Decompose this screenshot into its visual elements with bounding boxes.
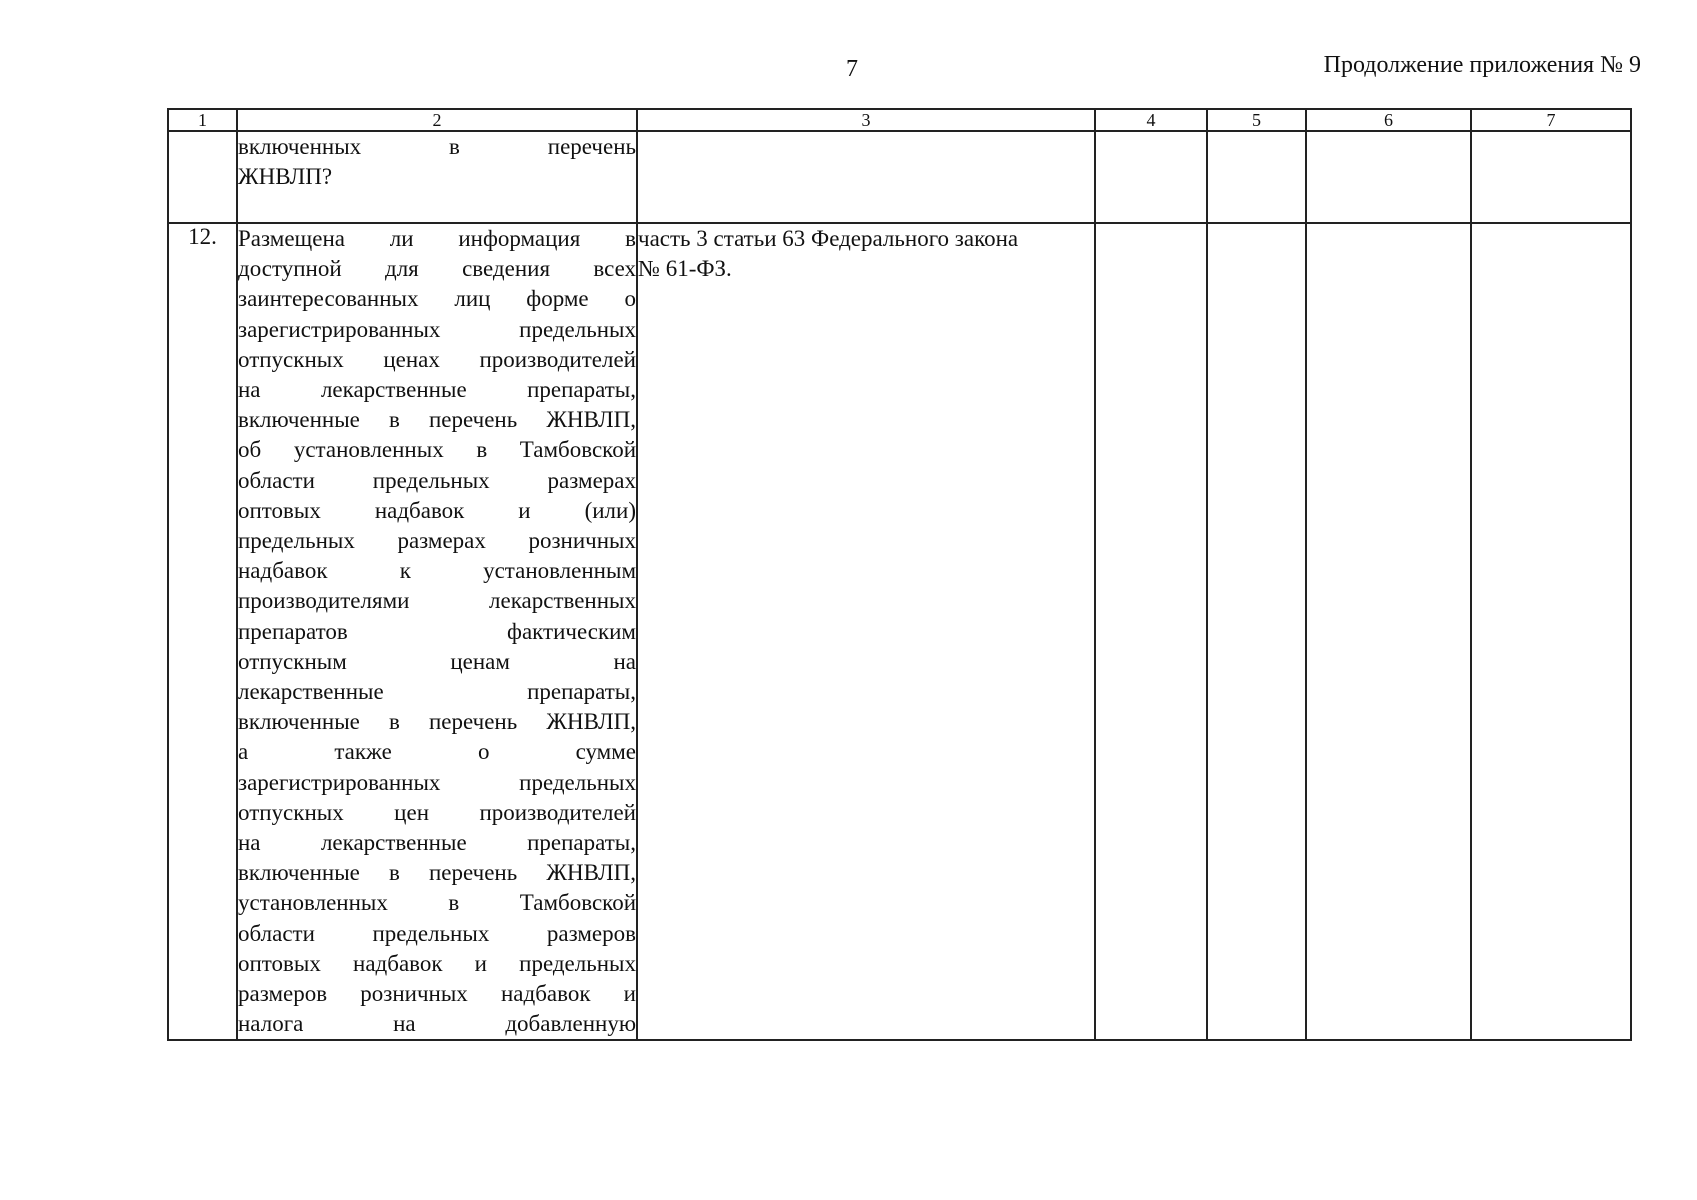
column-header-1: 1	[168, 109, 237, 131]
question-line: отпускных цен производителей	[238, 799, 636, 825]
question-line: производителями лекарственных	[238, 588, 636, 614]
inspection-checklist-table	[167, 108, 1632, 1041]
answer-cell-6	[1306, 223, 1471, 1040]
question-cell	[237, 223, 637, 1040]
answer-cell-7	[1471, 131, 1631, 223]
question-line: отпускным ценам на	[238, 648, 636, 674]
question-line: отпускных ценах производителей	[238, 346, 636, 372]
question-line: об установленных в Тамбовской	[238, 437, 636, 463]
question-line: установленных в Тамбовской	[238, 890, 636, 916]
law-reference-cell	[637, 223, 1095, 1040]
question-line: лекарственные препараты,	[238, 679, 636, 705]
row-number-cell	[168, 131, 237, 223]
question-line: оптовых надбавок и (или)	[238, 497, 636, 523]
question-line: Размещена ли информация в	[238, 226, 636, 251]
answer-cell-4	[1095, 223, 1207, 1040]
column-header-5: 5	[1207, 109, 1306, 131]
appendix-continuation-header: Продолжение приложения № 9	[1323, 52, 1641, 78]
question-cell	[237, 131, 637, 223]
question-line: размеров розничных надбавок и	[238, 981, 636, 1007]
question-line: оптовых надбавок и предельных	[238, 950, 636, 976]
answer-cell-5	[1207, 131, 1306, 223]
question-line: включенные в перечень ЖНВЛП,	[238, 407, 636, 433]
question-line: на лекарственные препараты,	[238, 830, 636, 856]
question-line: доступной для сведения всех	[238, 256, 636, 282]
question-line: надбавок к установленным	[238, 558, 636, 584]
column-header-7: 7	[1471, 109, 1631, 131]
column-header-6: 6	[1306, 109, 1471, 131]
answer-cell-7	[1471, 223, 1631, 1040]
question-line: налога на добавленную	[238, 1011, 636, 1037]
law-reference-line: часть 3 статьи 63 Федерального закона	[638, 226, 1019, 251]
row-number-cell: 12.	[168, 223, 237, 1040]
question-line: зарегистрированных предельных	[238, 769, 636, 795]
question-line: на лекарственные препараты,	[238, 377, 636, 403]
answer-cell-5	[1207, 223, 1306, 1040]
question-line: включенные в перечень ЖНВЛП,	[238, 860, 636, 886]
question-line: зарегистрированных предельных	[238, 316, 636, 342]
column-header-4: 4	[1095, 109, 1207, 131]
question-line: а также о сумме	[238, 739, 636, 765]
table-row-12	[168, 223, 1631, 1040]
answer-cell-6	[1306, 131, 1471, 223]
table-row-continuation	[168, 131, 1631, 223]
question-line: ЖНВЛП?	[238, 164, 333, 190]
answer-cell-4	[1095, 131, 1207, 223]
law-reference-cell	[637, 131, 1095, 223]
question-line: заинтересованных лиц форме о	[238, 286, 636, 312]
column-header-2: 2	[237, 109, 637, 131]
question-line: области предельных размерах	[238, 467, 636, 493]
column-number-row	[168, 109, 1631, 131]
question-line: области предельных размеров	[238, 920, 636, 946]
page-number: 7	[846, 56, 858, 82]
law-reference-line: № 61-ФЗ.	[638, 256, 732, 281]
question-line: включенные в перечень ЖНВЛП,	[238, 709, 636, 735]
column-header-3: 3	[637, 109, 1095, 131]
question-line: препаратов фактическим	[238, 618, 636, 644]
question-line: предельных размерах розничных	[238, 528, 636, 554]
question-line: включенных в перечень	[238, 134, 636, 159]
